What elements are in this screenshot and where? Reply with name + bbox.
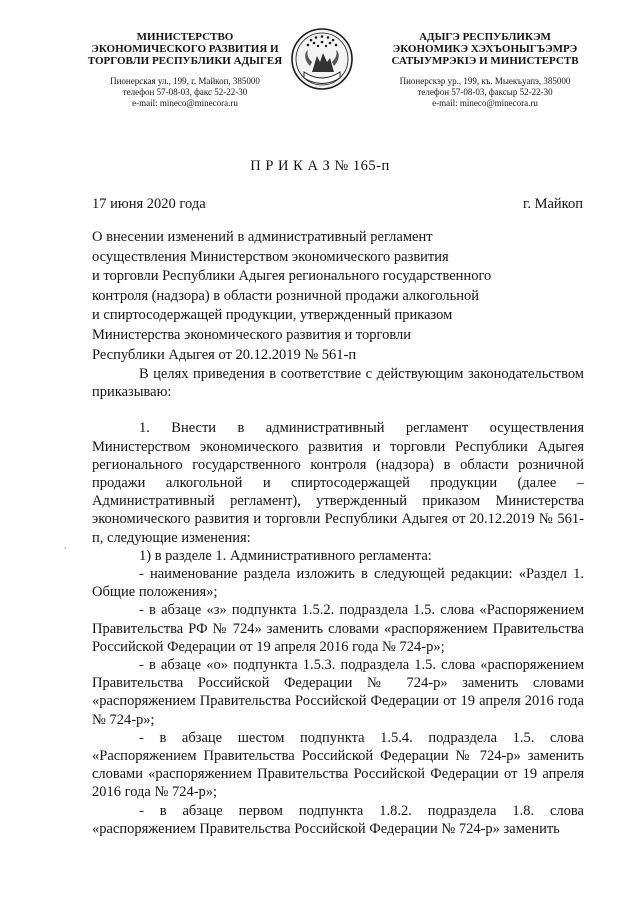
bullet-paragraph: - в абзаце «о» подпункта 1.5.3. подраздела 1.5. слова «распоряжением Правительства Российской Федерации № 724-р» заменить словами «распоряжением Правительства Российской Федерации от 19 апреля 2016 года № 724-р»; <box>92 657 584 728</box>
address: Пионерскэр ур., 199, къ. Мыекъуапэ, 385000 <box>399 76 571 87</box>
ministry-name-line: ЭКОНОМИЧЕСКОГО РАЗВИТИЯ И <box>91 43 279 56</box>
subject-line: осуществления Министерством экономического развития <box>92 248 449 265</box>
bullet-paragraph: - наименование раздела изложить в следующей редакции: «Раздел 1. Общие положения»; <box>92 566 584 601</box>
phone: телефон 57-08-03, факс 52-22-30 <box>122 87 248 98</box>
ministry-contacts-adyghe <box>380 76 590 108</box>
ministry-name-adyghe <box>380 31 590 67</box>
decree-subject <box>92 228 491 365</box>
ministry-name-line: ЭКОНОМИКЭ ХЭХЪОНЫГЪЭМРЭ <box>392 43 578 56</box>
subject-line: и торговли Республики Адыгея регионального государственного <box>92 268 492 285</box>
subitem-1-paragraph: 1) в разделе 1. Административного регламента: <box>139 547 432 564</box>
bullet-paragraph: - в абзаце «з» подпункта 1.5.2. подраздела 1.5. слова «Распоряжением Правительства РФ № 724» заменить словами «распоряжением Правительства Российской Федерации от 19 апреля 2016 года № 724-р»; <box>92 602 584 655</box>
decree-date: 17 июня 2020 года <box>92 196 206 212</box>
subject-line: Республики Адыгея от 20.12.2019 № 561-п <box>92 346 357 363</box>
subject-line: О внесении изменений в административный регламент <box>92 229 433 245</box>
ministry-name-russian <box>80 31 290 67</box>
ministry-name-line: ТОРГОВЛИ РЕСПУБЛИКИ АДЫГЕЯ <box>87 55 283 68</box>
bullet-paragraph: - в абзаце шестом подпункта 1.5.4. подраздела 1.5. слова «Распоряжением Правительства Российской Федерации № 724-р» заменить словами «распоряжением Правительства Российской Федерации от 19 апреля 2016 года № 724-р»; <box>92 729 584 801</box>
decree-body <box>92 365 584 838</box>
email: e-mail: mineco@minecora.ru <box>432 97 538 108</box>
intro-paragraph: В целях приведения в соответствие с действующим законодательством приказываю: <box>92 366 584 401</box>
ministry-name-line: МИНИСТЕРСТВО <box>136 31 234 43</box>
address: Пионерская ул., 199, г. Майкоп, 385000 <box>110 76 260 87</box>
ministry-header-adyghe <box>380 31 590 109</box>
subject-line: и спиртосодержащей продукции, утвержденный приказом <box>92 307 453 324</box>
bullet-paragraph: - в абзаце первом подпункта 1.8.2. подраздела 1.8. слова «распоряжением Правительства Российской Федерации № 724-р» заменить <box>92 802 584 837</box>
republic-emblem-icon <box>290 26 354 94</box>
margin-mark: , <box>64 540 67 550</box>
phone: телефон 57-08-03, факсыр 52-22-30 <box>417 87 553 98</box>
subject-line: контроля (надзора) в области розничной продажи алкогольной <box>92 287 479 304</box>
ministry-contacts-russian <box>80 76 290 108</box>
decree-city: г. Майкоп <box>523 196 583 212</box>
subject-line: Министерства экономического развития и торговли <box>92 326 412 343</box>
ministry-header-russian <box>80 31 290 109</box>
email: e-mail: mineco@minecora.ru <box>132 97 238 108</box>
ministry-name-line: АДЫГЭ РЕСПУБЛИКЭМ <box>419 31 551 43</box>
decree-title: П Р И К А З № 165-п <box>250 158 390 174</box>
item-1-paragraph: 1. Внести в административный регламент осуществления Министерством экономического развития и торговли Республики Адыгея регионального государственного контроля (надзора) в области розничной продажи алкогольной и спиртосодержащей продукции (далее – Административный регламент), утвержденный приказом Министерства экономического развития и торговли Республики Адыгея от 20.12.2019 № 561-п, следующие изменения: <box>92 420 584 546</box>
ministry-name-line: САТЫУМРЭКІЭ И МИНИСТЕРСТВ <box>391 55 579 68</box>
